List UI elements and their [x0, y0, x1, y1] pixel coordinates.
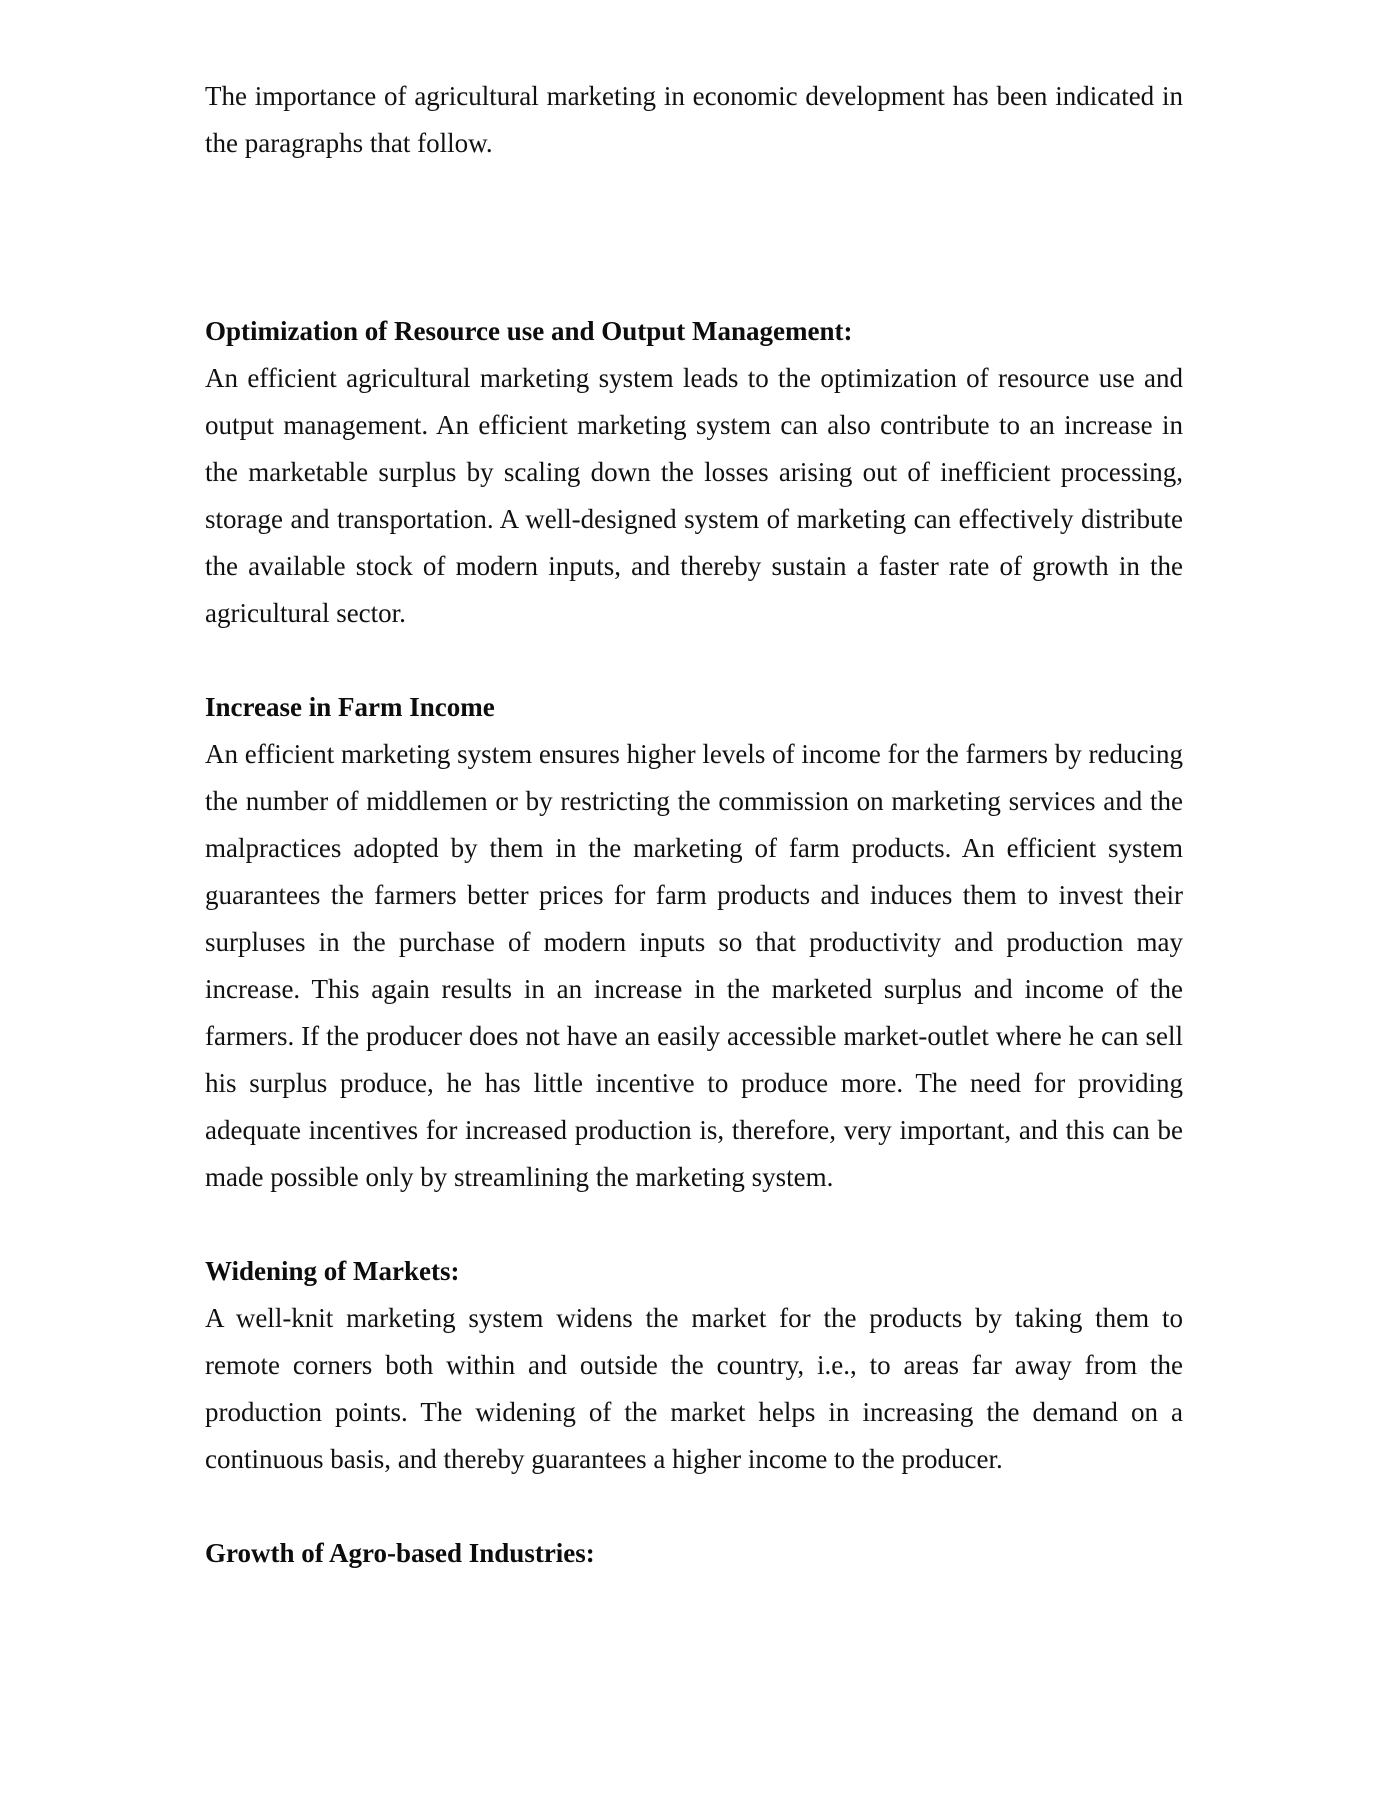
- spacer: [205, 637, 1183, 684]
- spacer: [205, 1201, 1183, 1248]
- section-paragraph: An efficient agricultural marketing system leads to the optimization of resource use and output management. An efficient marketing system can also contribute to an increase in the marketable surplus by scaling down the losses arising out of inefficient processing, storage and transportation. A well-designed system of marketing can effectively distribute the available stock of modern inputs, and thereby sustain a faster rate of growth in the agricultural sector.: [205, 363, 1183, 628]
- section-paragraph: An efficient marketing system ensures higher levels of income for the farmers by reducing the number of middlemen or by restricting the commission on marketing services and the malpractices adopted by them in the marketing of farm products. An efficient system guarantees the farmers better prices for farm products and induces them to invest their surpluses in the purchase of modern inputs so that productivity and production may increase. This again results in an increase in the marketed surplus and income of the farmers. If the producer does not have an easily accessible market-outlet where he can sell his surplus produce, he has little incentive to produce more. The need for providing adequate incentives for increased production is, therefore, very important, and this can be made possible only by streamlining the marketing system.: [205, 739, 1183, 1192]
- section-paragraph: A well-knit marketing system widens the market for the products by taking them to remote corners both within and outside the country, i.e., to areas far away from the production points. The widening of the market helps in increasing the demand on a continuous basis, and thereby guarantees a higher income to the producer.: [205, 1303, 1183, 1474]
- section-heading: Increase in Farm Income: [205, 692, 495, 722]
- document-page: [205, 73, 1183, 1577]
- section-heading: Growth of Agro-based Industries:: [205, 1538, 595, 1568]
- section-heading: Widening of Markets:: [205, 1256, 460, 1286]
- section-agro-industries: [205, 1530, 1183, 1577]
- spacer: [205, 167, 1183, 308]
- spacer: [205, 1483, 1183, 1530]
- intro-paragraph: The importance of agricultural marketing in economic development has been indicated in the paragraphs that follow.: [205, 81, 1183, 158]
- section-heading: Optimization of Resource use and Output Management:: [205, 316, 853, 346]
- section-optimization: [205, 308, 1183, 637]
- section-widening-markets: [205, 1248, 1183, 1483]
- section-farm-income: [205, 684, 1183, 1201]
